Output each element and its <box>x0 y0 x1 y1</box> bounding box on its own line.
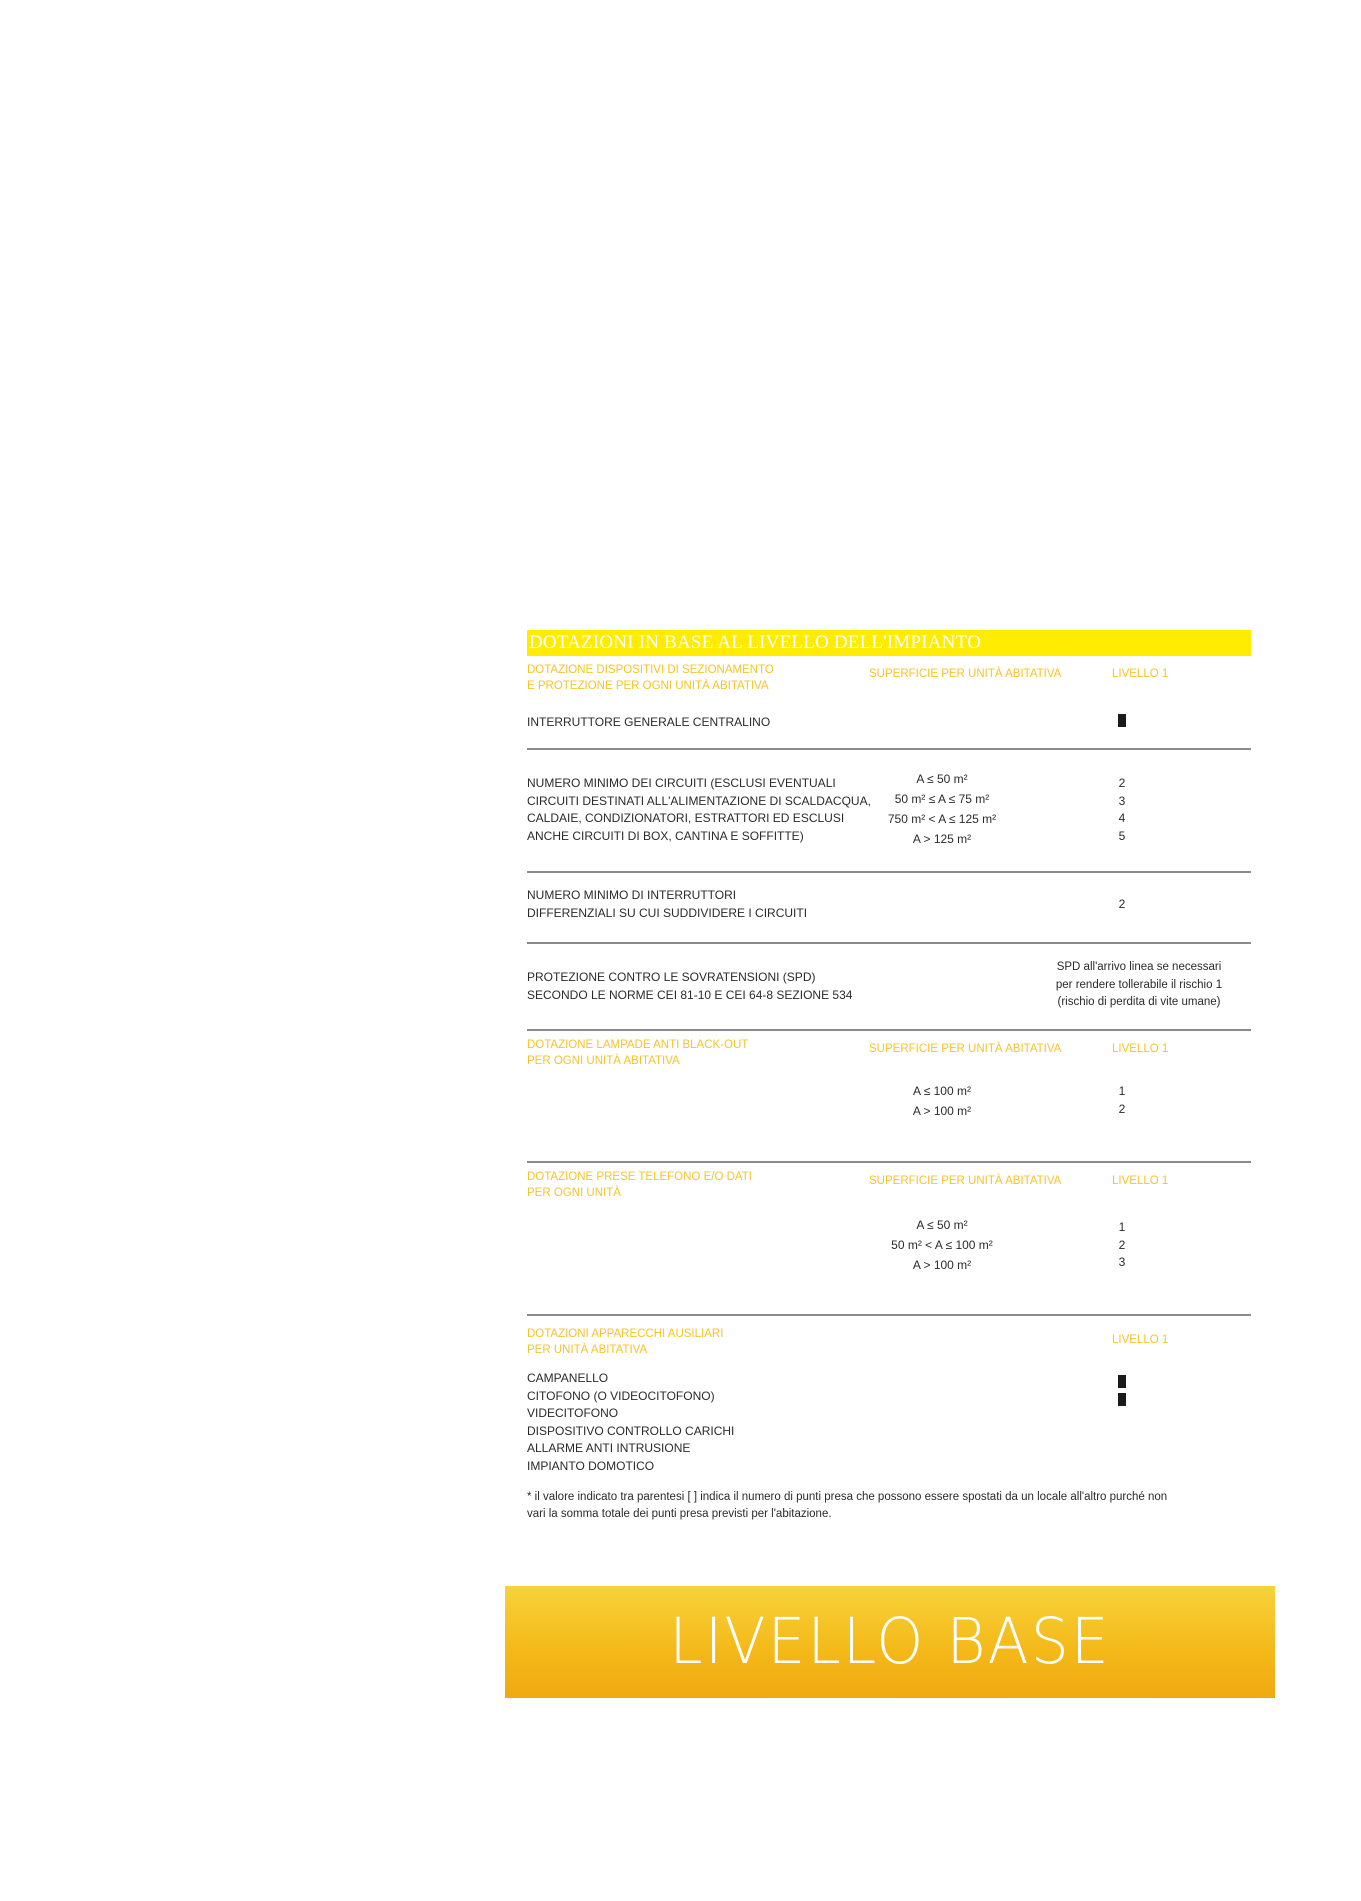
banner-title: LIVELLO BASE <box>669 1605 1111 1679</box>
list-item: IMPIANTO DOMOTICO <box>527 1458 655 1473</box>
filled-square-icon <box>1118 714 1126 727</box>
row-label: NUMERO MINIMO DI INTERRUTTORI DIFFERENZIALI SU CUI SUDDIVIDERE I CIRCUITI <box>527 888 808 920</box>
area-values: A ≤ 50 m² 50 m² ≤ A ≤ 75 m² 750 m² < A ≤ 125 m² A > 125 m² <box>887 772 997 846</box>
section4-level-header: LIVELLO 1 <box>1112 1334 1169 1346</box>
section3-label: DOTAZIONE PRESE TELEFONO E/O DATI PER OGNI UNITÀ <box>527 1171 752 1199</box>
section3-level-header: LIVELLO 1 <box>1112 1175 1169 1187</box>
table-row <box>527 944 1251 1031</box>
filled-square-icon <box>1118 1393 1126 1406</box>
area-values: A ≤ 50 m² 50 m² < A ≤ 100 m² A > 100 m² <box>891 1218 993 1272</box>
list-item: CAMPANELLO <box>527 1371 609 1385</box>
level-values: 2 3 4 5 <box>1118 776 1126 843</box>
section1-mid-header: SUPERFICIE PER UNITÀ ABITATIVA <box>869 668 1062 680</box>
filled-square-icon <box>1118 1375 1126 1388</box>
table-row <box>527 873 1251 944</box>
section2-header <box>527 1031 1251 1075</box>
section4-label: DOTAZIONI APPARECCHI AUSILIARI PER UNITÀ ABITATIVA <box>527 1328 724 1356</box>
level-banner <box>505 1586 1275 1698</box>
table-row <box>527 1364 1251 1489</box>
spd-note: SPD all'arrivo linea se necessari per rendere tollerabile il rischio 1 (rischio di perdita di vite umane) <box>1055 961 1223 1008</box>
section1-label: DOTAZIONE DISPOSITIVI DI SEZIONAMENTO E PROTEZIONE PER OGNI UNITÀ ABITATIVA <box>527 664 774 692</box>
section4-header <box>527 1316 1251 1364</box>
document-table <box>527 630 1251 1523</box>
section3-header <box>527 1163 1251 1207</box>
section1-header <box>527 656 1251 700</box>
level-values: 1 2 3 <box>1118 1220 1126 1269</box>
table-row <box>527 700 1251 750</box>
level-value: 2 <box>1118 897 1126 911</box>
table-row <box>527 1075 1251 1163</box>
area-values: A ≤ 100 m² A > 100 m² <box>912 1084 972 1118</box>
section2-level-header: LIVELLO 1 <box>1112 1043 1169 1055</box>
row-label: INTERRUTTORE GENERALE CENTRALINO <box>527 715 771 729</box>
level-values: 1 2 <box>1118 1084 1126 1116</box>
section1-level-header: LIVELLO 1 <box>1112 668 1169 680</box>
list-item: VIDECITOFONO <box>527 1406 619 1420</box>
table-row <box>527 750 1251 873</box>
list-item: CITOFONO (O VIDEOCITOFONO) <box>527 1388 715 1403</box>
auxiliary-items-list <box>527 1370 734 1475</box>
section2-mid-header: SUPERFICIE PER UNITÀ ABITATIVA <box>869 1043 1062 1055</box>
list-item: DISPOSITIVO CONTROLLO CARICHI <box>527 1423 735 1438</box>
table-title: DOTAZIONI IN BASE AL LIVELLO DELL'IMPIANTO <box>527 630 1251 656</box>
footnote: * il valore indicato tra parentesi [ ] indica il numero di punti presa che possono essere spostati da un locale all'altro purché non vari la somma totale dei punti presa previsti per l'abitazione. <box>527 1491 1168 1520</box>
list-item: ALLARME ANTI INTRUSIONE <box>527 1441 691 1455</box>
row-label: NUMERO MINIMO DEI CIRCUITI (ESCLUSI EVENTUALI CIRCUITI DESTINATI ALL'ALIMENTAZIONE DI SCALDACQUA, CALDAIE, CONDIZIONATORI, ESTRATTORI ED ESCLUSI ANCHE CIRCUITI DI BOX, CANTINA E SOFFITTE) <box>527 776 871 843</box>
section3-mid-header: SUPERFICIE PER UNITÀ ABITATIVA <box>869 1175 1062 1187</box>
row-label: PROTEZIONE CONTRO LE SOVRATENSIONI (SPD) SECONDO LE NORME CEI 81-10 E CEI 64-8 SEZIONE 534 <box>527 970 853 1002</box>
section2-label: DOTAZIONE LAMPADE ANTI BLACK-OUT PER OGNI UNITÀ ABITATIVA <box>527 1039 749 1067</box>
table-row <box>527 1207 1251 1316</box>
